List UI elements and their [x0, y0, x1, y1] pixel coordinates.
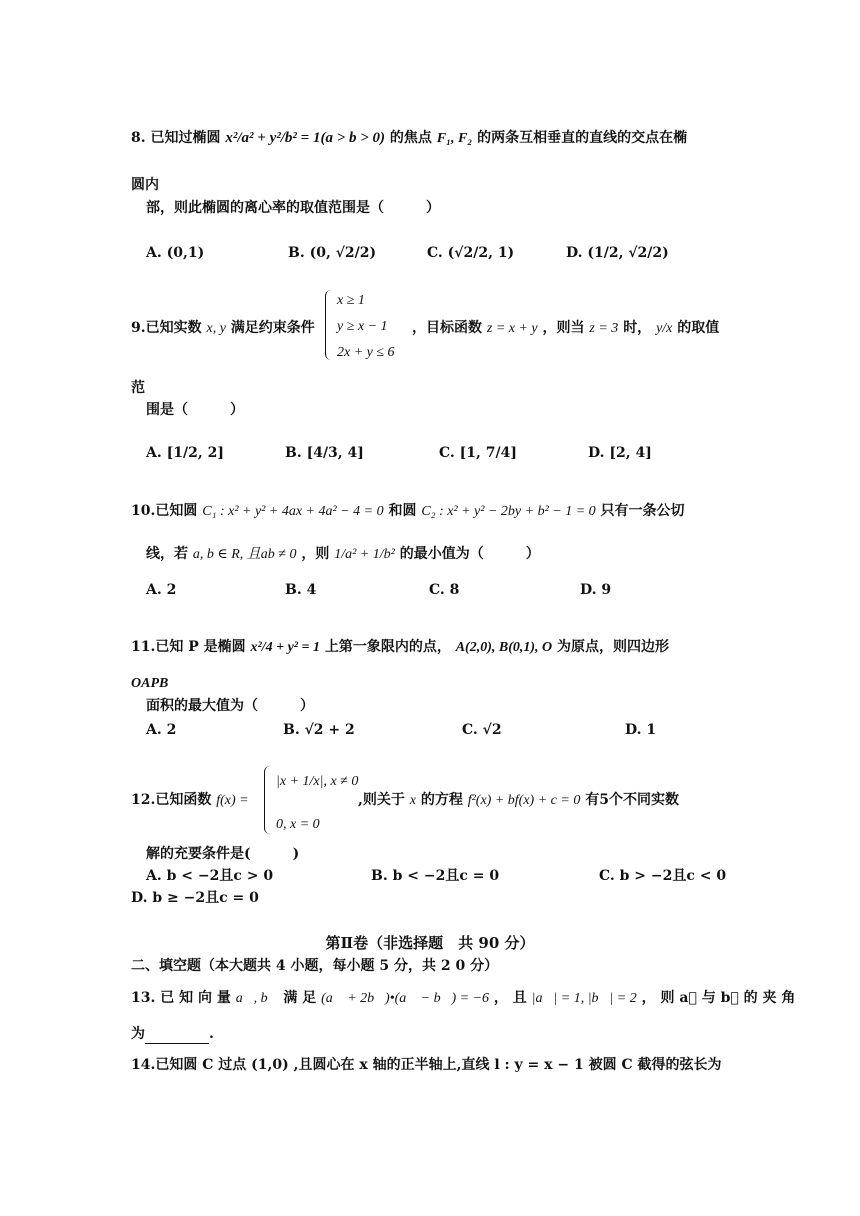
q9-constraint-2: y ≥ x − 1	[337, 319, 388, 334]
q13-line1: 13. 已 知 向 量 a⃗, b⃗ 满 足 (a⃗ + 2b⃗)•(a⃗ − b⃗) = −6 ， 且 |a⃗| = 1, |b⃗| = 2 ， 则 a⃗ 与 b⃗ 的 夹 角	[131, 990, 796, 1006]
q11-line3: 面积的最大值为（ ）	[146, 698, 314, 714]
q10-circle-c2: C₂ : x² + y² − 2by + b² − 1 = 0	[421, 504, 596, 519]
q9-option-b: B. [4/3, 4]	[285, 445, 364, 461]
q10-circle-c1: C₁ : x² + y² + 4ax + 4a² − 4 = 0	[202, 504, 384, 519]
q8-line3: 部，则此椭圆的离心率的取值范围是（ ）	[146, 200, 440, 216]
q9-option-c: C. [1, 7/4]	[439, 445, 517, 461]
q9-option-a: A. [1/2, 2]	[146, 445, 224, 461]
q10-option-a: A. 2	[146, 582, 177, 598]
q9-line1: 9.已知实数 x, y 满足约束条件	[131, 320, 315, 336]
q9-line3: 围是（ ）	[146, 402, 244, 418]
q8-line2: 圆内	[131, 177, 159, 193]
q11-option-a: A. 2	[146, 722, 177, 738]
q9-line2: 范	[131, 380, 145, 396]
q12-option-a: A. b < −2且c > 0	[146, 868, 274, 884]
q11-option-c: C. √2	[462, 722, 502, 738]
q11-line2: OAPB	[131, 676, 169, 691]
q8-option-b: B. (0, √2/2)	[288, 245, 377, 261]
q9-option-d: D. [2, 4]	[588, 445, 652, 461]
section-title: 第Ⅱ卷（非选择题 共 90 分）	[325, 934, 535, 952]
q9-brace	[325, 290, 336, 360]
q9-line1-tail: ，目标函数 z = x + y ，则当 z = 3 时， y/x 的取值	[412, 320, 720, 336]
q8-option-c: C. (√2/2, 1)	[427, 245, 515, 261]
q8-option-d: D. (1/2, √2/2)	[566, 245, 669, 261]
q13-answer-blank[interactable]	[145, 1029, 209, 1044]
q8-ellipse-formula: x²/a² + y²/b² = 1(a > b > 0)	[225, 130, 386, 146]
q11-points: A(2,0), B(0,1), O	[455, 640, 553, 655]
q12-line2: 解的充要条件是( )	[146, 846, 300, 862]
q10-option-c: C. 8	[429, 582, 460, 598]
q12-brace	[264, 766, 275, 834]
q12-line1-tail: ,则关于 x 的方程 f²(x) + bf(x) + c = 0 有5个不同实数	[358, 792, 679, 808]
q13-line2: 为 .	[131, 1026, 214, 1042]
section-heading: 二、填空题（本大题共 4 小题，每小题 5 分，共 2 0 分）	[131, 958, 499, 974]
q12-option-c: C. b > −2且c < 0	[599, 868, 727, 884]
q10-line1: 10.已知圆 C₁ : x² + y² + 4ax + 4a² − 4 = 0 和圆 C₂ : x² + y² − 2by + b² − 1 = 0 只有一条公切	[131, 503, 685, 519]
q12-case-2: 0, x = 0	[276, 817, 320, 832]
q12-line1: 12.已知函数 f(x) =	[131, 792, 249, 808]
q10-line2: 线，若 a, b ∈ R, 且ab ≠ 0 ，则 1/a² + 1/b² 的最小值为（ ）	[146, 546, 540, 562]
q11-ellipse: x²/4 + y² = 1	[250, 640, 320, 655]
q10-option-b: B. 4	[285, 582, 317, 598]
q8-option-a: A. (0,1)	[146, 245, 205, 261]
q12-option-b: B. b < −2且c = 0	[371, 868, 500, 884]
q12-case-1: |x + 1/x|, x ≠ 0	[276, 774, 359, 789]
q9-constraint-3: 2x + y ≤ 6	[337, 345, 395, 360]
q10-option-d: D. 9	[580, 582, 612, 598]
q11-option-b: B. √2 + 2	[283, 722, 355, 738]
q11-option-d: D. 1	[625, 722, 657, 738]
q8-foci: F₁, F₂	[436, 131, 473, 146]
q8-line1: 8. 已知过椭圆 x²/a² + y²/b² = 1(a > b > 0) 的焦点 F₁, F₂ 的两条互相垂直的直线的交点在椭	[131, 130, 688, 146]
q12-option-d: D. b ≥ −2且c = 0	[131, 890, 259, 906]
q9-constraint-1: x ≥ 1	[337, 293, 365, 308]
q14-line1: 14.已知圆 C 过点 (1,0) ,且圆心在 x 轴的正半轴上,直线 l : y = x − 1 被圆 C 截得的弦长为	[131, 1057, 722, 1073]
q11-line1: 11.已知 P 是椭圆 x²/4 + y² = 1 上第一象限内的点， A(2,0), B(0,1), O 为原点，则四边形	[131, 639, 670, 655]
